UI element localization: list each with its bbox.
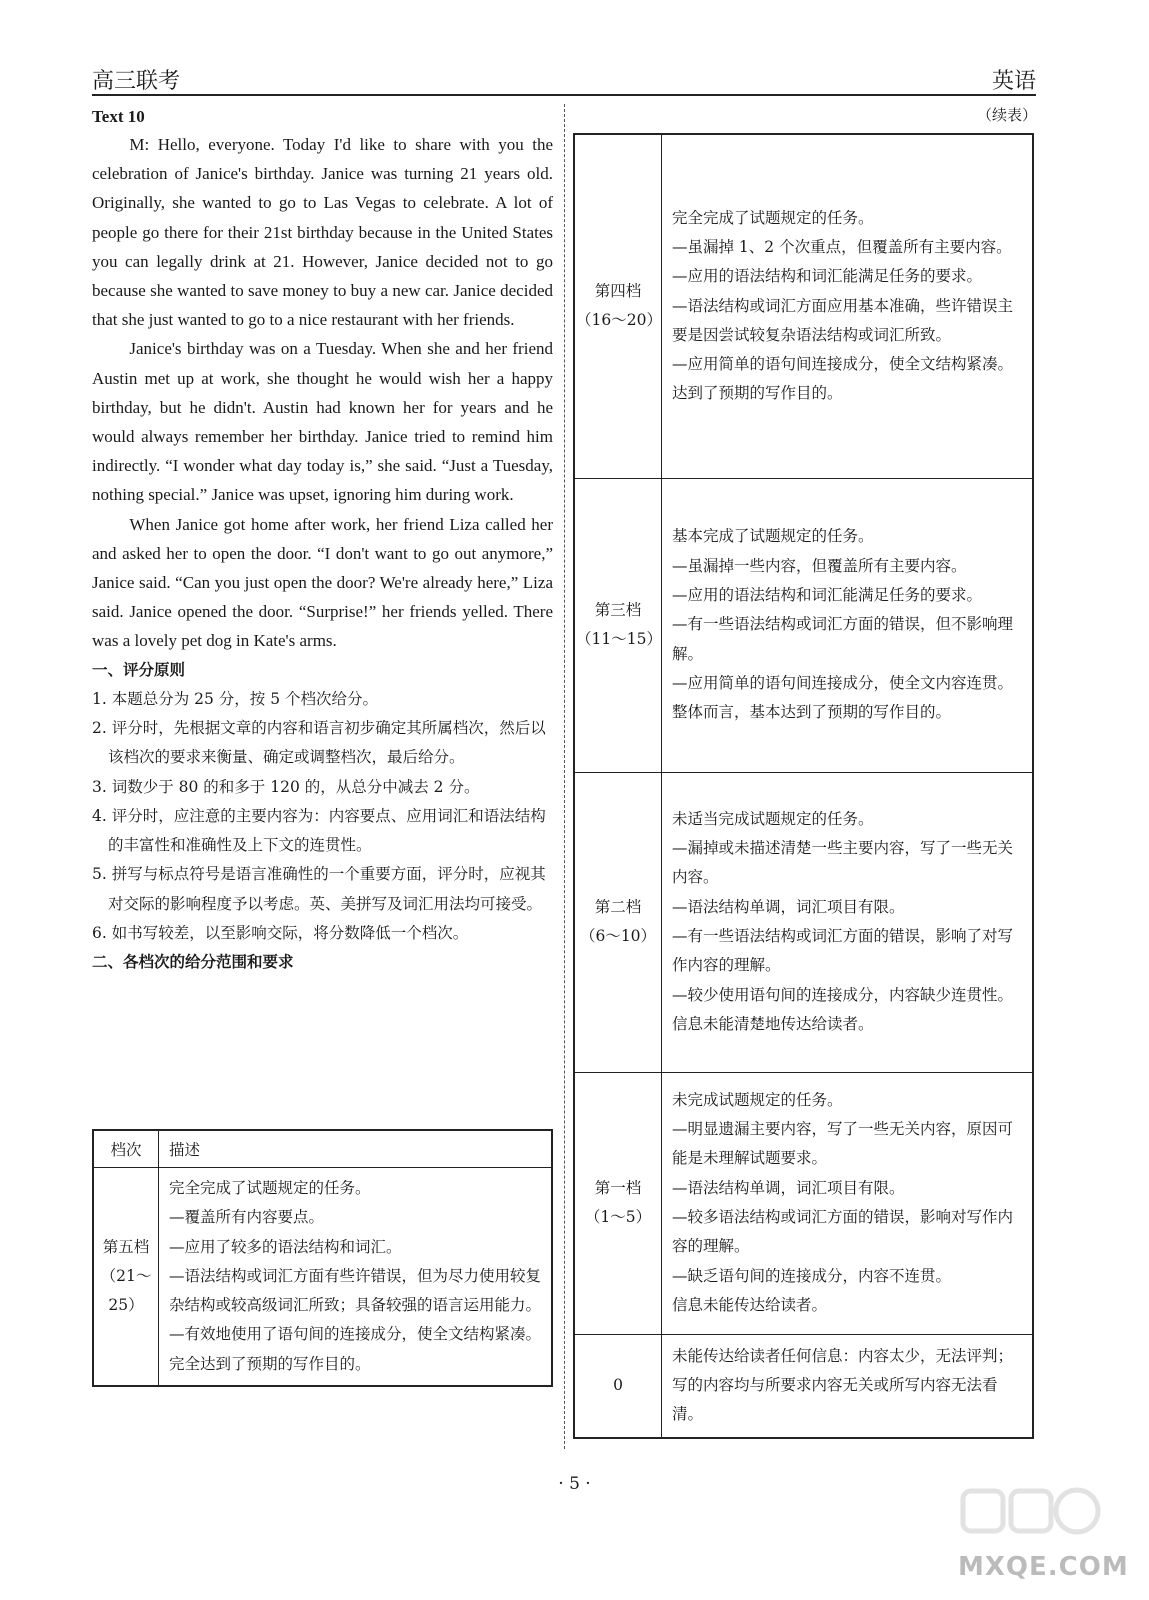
grade-criterion: —覆盖所有内容要点。 (169, 1208, 325, 1227)
text-title: Text 10 (92, 107, 145, 126)
grade-table (92, 1129, 553, 1387)
transcript-paragraph: Janice's birthday was on a Tuesday. When she and her friend Austin met up at work, she thought he would wish her a happy birthday, but he didn't. Austin had known her for years and he would always remember her birthday. Janice tried to remind him indirectly. “I wonder what day today is,” she said. “Just a Tuesday, nothing special.” Janice was upset, ignoring him during work. (92, 339, 553, 505)
table-row (574, 1334, 1033, 1438)
grade-level-name: 第四档 (594, 282, 642, 301)
grade-criterion: —应用简单的语句间连接成分，使全文内容连贯。 (672, 673, 1014, 692)
grade-criterion: —有效地使用了语句间的连接成分，使全文结构紧凑。 (169, 1325, 542, 1344)
scoring-rule: 2. 评分时，先根据文章的内容和语言初步确定其所属档次，然后以该档次的要求来衡量、确定或调整档次，最后给分。 (92, 718, 546, 767)
grade-criterion: —漏掉或未描述清楚一些主要内容，写了一些无关内容。 (672, 839, 1014, 887)
grade-level-cell (574, 478, 662, 772)
grade-criterion: —有一些语法结构或词汇方面的错误，影响了对写作内容的理解。 (672, 927, 1014, 975)
table-row (93, 1168, 552, 1387)
grade-level-range: （16～20） (576, 311, 662, 330)
grade-level-cell (574, 1072, 662, 1334)
grade-criterion: —语法结构或词汇方面有些许错误，但为尽力使用较复杂结构或较高级词汇所致；具备较强的语言运用能力。 (169, 1266, 542, 1315)
grade-level-name: 第三档 (594, 601, 642, 619)
header-subject: 英语 (991, 69, 1036, 94)
grade-criterion: —明显遗漏主要内容，写了一些无关内容，原因可能是未理解试题要求。 (672, 1120, 1014, 1168)
left-column (92, 104, 553, 977)
grade-level-range: （1～5） (584, 1208, 652, 1226)
col-header-description: 描述 (159, 1130, 553, 1168)
page-number: · 5 · (558, 1474, 591, 1494)
grade-criterion: —应用简单的语句间连接成分，使全文结构紧凑。 (672, 355, 1014, 374)
table-row (574, 772, 1033, 1072)
page-header (92, 60, 1036, 96)
grade-criterion: 未完成试题规定的任务。 (672, 1090, 843, 1109)
continued-label: （续表） (976, 106, 1037, 124)
scoring-rule: 1. 本题总分为 25 分，按 5 个档次给分。 (92, 689, 379, 708)
grade-criterion: —语法结构单调，词汇项目有限。 (672, 897, 905, 916)
grade-criterion: 整体而言，基本达到了预期的写作目的。 (672, 703, 952, 722)
transcript-paragraph: M: Hello, everyone. Today I'd like to share with you the celebration of Janice's birthday. Janice was turning 21 years old. Originally, she wanted to go to Las Vegas to celebrate. A lot of people go there for their 21st birthday because in the United States you can legally drink at 21. However, Janice decided not to go because she wanted to save money to buy a new car. Janice decided that she just wanted to go to a nice restaurant with her friends. (92, 135, 553, 330)
grade-level-range: （11～15） (576, 630, 662, 648)
grade-criterion: —缺乏语句间的连接成分，内容不连贯。 (672, 1266, 952, 1285)
grade-criterion: —较多语法结构或词汇方面的错误，影响对写作内容的理解。 (672, 1208, 1014, 1256)
table-header-row (93, 1130, 552, 1168)
grade-criterion: 信息未能清楚地传达给读者。 (672, 1014, 874, 1033)
grade-criterion: 完全达到了预期的写作目的。 (169, 1354, 371, 1373)
grade-description-cell (662, 1072, 1034, 1334)
grade-table-continued (573, 133, 1034, 1439)
grade-description-cell (662, 1334, 1034, 1438)
scoring-rule: 6. 如书写较差，以至影响交际，将分数降低一个档次。 (92, 924, 469, 943)
grade-criterion: —较少使用语句间的连接成分，内容缺少连贯性。 (672, 985, 1014, 1004)
grade-criterion: 未能传达给读者任何信息：内容太少，无法评判；写的内容均与所要求内容无关或所写内容无法看清。 (672, 1346, 1014, 1424)
grade-level-cell (574, 772, 662, 1072)
column-divider (564, 104, 565, 1449)
grade-level-range: （21～25） (100, 1267, 152, 1315)
scoring-rule: 5. 拼写与标点符号是语言准确性的一个重要方面，评分时，应视其对交际的影响程度予以考虑。英、美拼写及词汇用法均可接受。 (92, 865, 546, 913)
grade-level-range: （6～10） (579, 927, 657, 945)
scoring-principles-heading: 一、评分原则 (92, 660, 186, 679)
grade-criterion: 基本完成了试题规定的任务。 (672, 527, 874, 546)
grade-criterion: —应用的语法结构和词汇能满足任务的要求。 (672, 586, 983, 605)
grade-description-cell (159, 1168, 553, 1387)
scoring-rule: 3. 词数少于 80 的和多于 120 的，从总分中减去 2 分。 (92, 777, 480, 796)
grade-level-name: 第二档 (594, 898, 642, 916)
grade-criterion: —语法结构或词汇方面应用基本准确，些许错误主要是因尝试较复杂语法结构或词汇所致。 (672, 296, 1014, 344)
grade-level-name: 0 (613, 1376, 623, 1395)
grade-criterion: 信息未能传达给读者。 (672, 1295, 828, 1314)
grade-level-cell (93, 1168, 159, 1387)
table-row (574, 1072, 1033, 1334)
header-exam-title: 高三联考 (92, 69, 181, 94)
grade-criterion: —虽漏掉 1、2 个次重点，但覆盖所有主要内容。 (672, 238, 1012, 256)
grade-level-name: 第五档 (102, 1238, 150, 1257)
transcript-paragraph: When Janice got home after work, her friend Liza called her and asked her to open the door. “I don't want to go out anymore,” Janice said. “Can you just open the door? We're already here,” Liza said. Janice opened the door. “Surprise!” her friends yelled. There was a lovely pet dog in Kate's arms. (92, 514, 553, 651)
grade-description-cell (662, 134, 1034, 478)
grade-criterion: —有一些语法结构或词汇方面的错误，但不影响理解。 (672, 615, 1014, 663)
grade-criterion: —应用的语法结构和词汇能满足任务的要求。 (672, 267, 983, 286)
grade-criterion: —应用了较多的语法结构和词汇。 (169, 1237, 402, 1256)
grade-level-cell (574, 1334, 662, 1438)
grade-criterion: 未适当完成试题规定的任务。 (672, 809, 874, 828)
grade-levels-heading: 二、各档次的给分范围和要求 (92, 953, 294, 972)
grade-description-cell (662, 772, 1034, 1072)
watermark-text: MXQE.COM (958, 1552, 1129, 1582)
scoring-rule: 4. 评分时，应注意的主要内容为：内容要点、应用词汇和语法结构的丰富性和准确性及上下文的连贯性。 (92, 806, 546, 855)
grade-criterion: 完全完成了试题规定的任务。 (672, 208, 874, 227)
grade-level-name: 第一档 (594, 1179, 642, 1197)
grade-criterion: 达到了预期的写作目的。 (672, 384, 843, 403)
grade-level-cell (574, 134, 662, 478)
grade-criterion: —语法结构单调，词汇项目有限。 (672, 1178, 905, 1197)
grade-criterion: —虽漏掉一些内容，但覆盖所有主要内容。 (672, 556, 967, 575)
table-row (574, 134, 1033, 478)
grade-description-cell (662, 478, 1034, 772)
table-row (574, 478, 1033, 772)
col-header-level: 档次 (93, 1130, 159, 1168)
grade-criterion: 完全完成了试题规定的任务。 (169, 1179, 371, 1197)
